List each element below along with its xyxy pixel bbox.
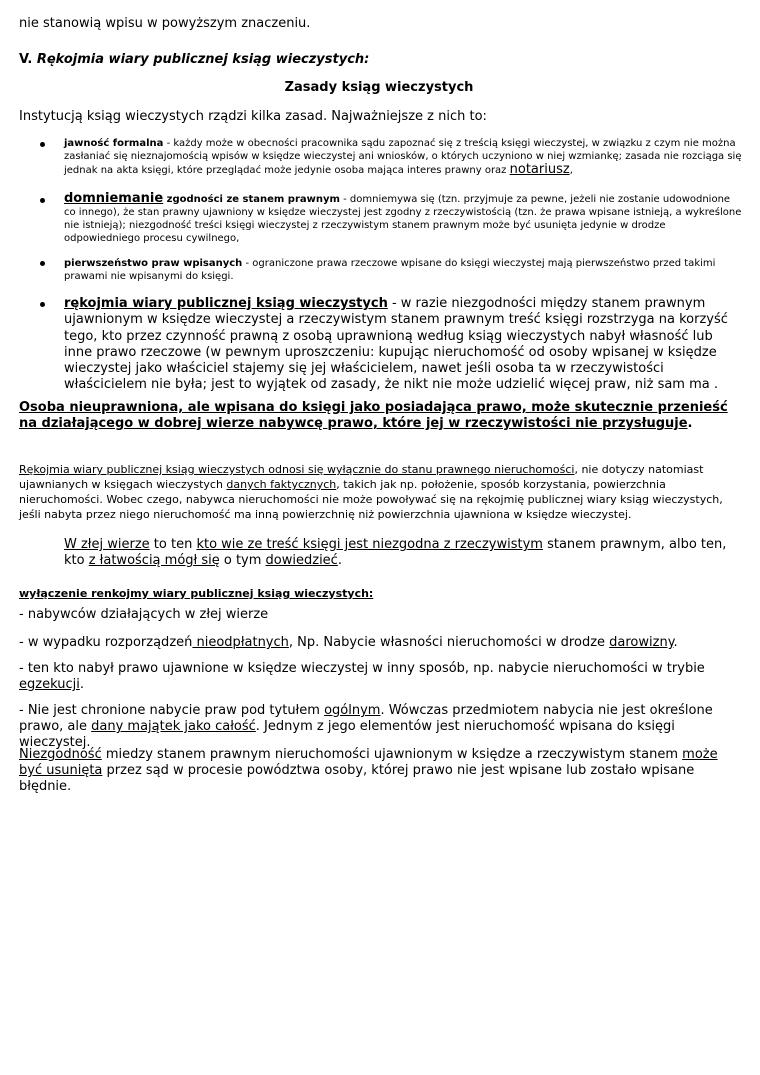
notary-link[interactable]: notariusz — [509, 162, 570, 177]
top-line: nie stanowią wpisu w powyższym znaczeniu. — [19, 16, 311, 31]
public-faith-link[interactable]: rękojmia wiary publicznej ksiąg wieczystych — [64, 296, 388, 311]
learn-link[interactable]: dowiedzieć — [265, 553, 338, 568]
principle-text: domniemanie zgodności ze stanem prawnym - domniemywa się (tzn. przyjmuje za pewne, jeżeli nie zostanie udowodnione co innego), że stan prawny ujawniony w księdze wieczystej jest zgodny z rzeczywistością (tzn. że prawa wpisane istnieją, a wykreślone nie istnieją); niezgodność treści księgi wieczystej z rzeczywistym stanem prawnym może być usunięta jedynie w drodze odpowiedniego procesu cywilnego, — [64, 191, 742, 244]
estate-whole-link[interactable]: dany majątek jako całość — [91, 719, 256, 734]
scope-paragraph: Rękojmia wiary publicznej ksiąg wieczystych odnosi się wyłącznie do stanu prawnego nieruchomości, nie dotyczy natomiast ujawnianych w księgach wieczystych danych faktycznych, takich jak np. położenie, sposób korzystania, powierzchnia nieruchomości. Wobec czego, nabywca nieruchomości nie może powoływać się na rękojmię publicznej wiary ksiąg wieczystych, jeśli nabyta przez niego nieruchomość ma inną powierzchnię niż powierzchnia ujawniona w księdze wieczystej. — [19, 463, 723, 521]
principle-term: jawność formalna — [64, 138, 164, 149]
presumption-link[interactable]: domniemanie — [64, 191, 164, 206]
final-paragraph: Niezgodność miedzy stanem prawnym nieruchomości ujawnionym w księdze a rzeczywistym stanem może być usunięta przez sąd w procesie powództwa osoby, której prawo nie jest wpisane lub zostało wpisane błędnie. — [19, 747, 718, 794]
free-of-charge-link[interactable]: nieodpłatnych — [192, 635, 289, 650]
bad-faith-link[interactable]: W złej wierze — [64, 537, 150, 552]
factual-data-link[interactable]: danych faktycznych — [226, 478, 337, 491]
enforcement-link[interactable]: egzekucji — [19, 677, 80, 692]
bullet-icon — [40, 142, 45, 147]
donation-link[interactable]: darowizny — [609, 635, 674, 650]
bullet-icon — [40, 261, 45, 266]
exclusion-item-3: - ten kto nabył prawo ujawnione w księdze wieczystej w inny sposób, np. nabycie nieruchomości w trybie egzekucji. — [19, 661, 705, 692]
bullet-icon — [40, 302, 45, 307]
knows-link[interactable]: kto wie ze treść księgi jest niezgodna z rzeczywistym — [196, 537, 543, 552]
removable-link[interactable]: może być usunięta — [19, 747, 718, 778]
exclusion-item-1: - nabywców działających w złej wierze — [19, 607, 269, 622]
exclusion-item-2: - w wypadku rozporządzeń nieodpłatnych, Np. Nabycie własności nieruchomości w drodze darowizny. — [19, 635, 678, 650]
section-number: V. — [19, 52, 33, 67]
bad-faith-paragraph: W złej wierze to ten kto wie ze treść księgi jest niezgodna z rzeczywistym stanem prawnym, albo ten, kto z łatwością mógł się o tym dowiedzieć. — [64, 537, 727, 568]
section-heading — [19, 51, 369, 68]
exclusion-heading: wyłączenie renkojmy wiary publicznej ksiąg wieczystych: — [19, 587, 374, 600]
scope-link[interactable]: Rękojmia wiary publicznej ksiąg wieczystych odnosi się wyłącznie do stanu prawnego nieruchomości — [19, 463, 575, 476]
discrepancy-link[interactable]: Niezgodność — [19, 747, 102, 762]
principle-text: jawność formalna - każdy może w obecności pracownika sądu zapoznać się z treścią księgi wieczystej, w związku z czym nie można zasłaniać się nieznajomością wpisów w księdze wieczystej ani wniosków, o których uczyniono w niej wzmiankę; zasada nie rozciąga się jednak na akta księgi, które przeglądać może jedynie osoba mająca interes prawny oraz notariusz, — [64, 138, 742, 177]
easily-link[interactable]: z łatwością mógł się — [88, 553, 220, 568]
principle-text: rękojmia wiary publicznej ksiąg wieczystych - w razie niezgodności między stanem prawnym ujawnionym w księdze wieczystej a rzeczywistym stanem prawnym treść księgi rozstrzyga na korzyść tego, kto przez czynność prawną z osobą uprawnioną według ksiąg wieczystych nabył własność lub inne prawo rzeczowe (w pewnym uproszczeniu: kupując nieruchomość od osoby wpisanej w księdze wieczystej jako właściciel stajemy się jej właścicielem, nawet jeśli osoba ta w rzeczywistości właścicielem nie była; jest to wyjątek od zasady, że nikt nie może udzielić więcej praw, niż sam ma . — [64, 296, 728, 393]
bold-statement: Osoba nieuprawniona, ale wpisana do księgi jako posiadająca prawo, może skutecznie przenieść na działającego w dobrej wierze nabywcę prawo, które jej w rzeczywistości nie przysługuje. — [19, 400, 728, 431]
principle-term: pierwszeństwo praw wpisanych — [64, 258, 243, 269]
exclusion-item-4: - Nie jest chronione nabycie praw pod tytułem ogólnym. Wówczas przedmiotem nabycia nie jest określone prawo, ale dany majątek jako całość. Jednym z jego elementów jest nieruchomość wpisana do księgi wieczystej. — [19, 703, 713, 750]
center-heading: Zasady ksiąg wieczystych — [284, 80, 474, 95]
intro-text: Instytucją ksiąg wieczystych rządzi kilka zasad. Najważniejsze z nich to: — [19, 109, 487, 124]
bullet-icon — [40, 198, 45, 203]
general-title-link[interactable]: ogólnym — [324, 703, 381, 718]
section-title: Rękojmia wiary publicznej ksiąg wieczystych: — [36, 52, 370, 67]
principle-text: pierwszeństwo praw wpisanych - ograniczone prawa rzeczowe wpisane do księgi wieczystej mają pierwszeństwo przed takimi prawami nie wpisanymi do księgi. — [64, 258, 716, 282]
